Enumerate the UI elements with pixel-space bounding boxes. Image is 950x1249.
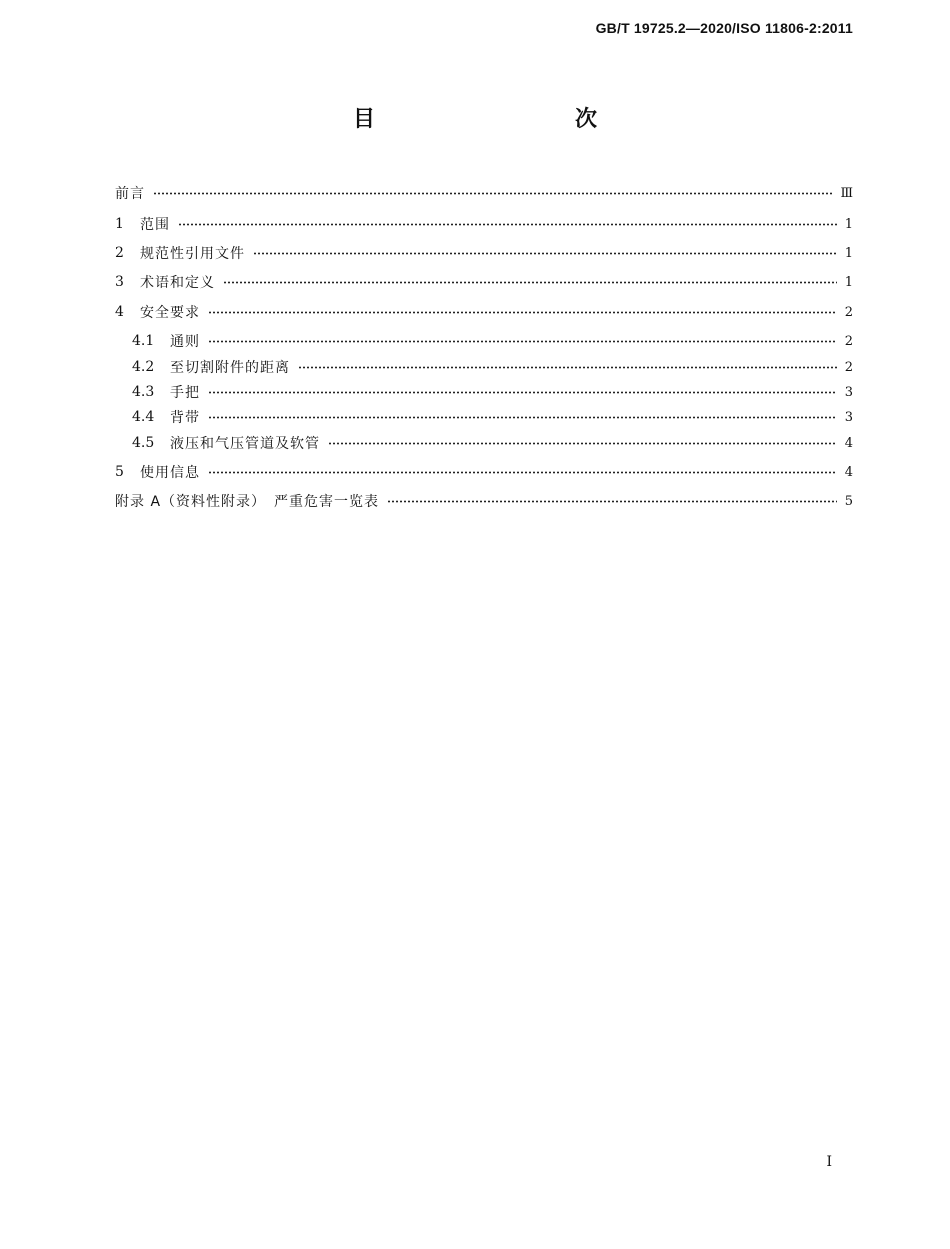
- toc-entry-label: 通则: [170, 334, 200, 350]
- toc-entry-page: 2: [844, 304, 853, 320]
- toc-entry-normative-references[interactable]: [115, 242, 853, 264]
- toc-leader-dots: [208, 340, 837, 343]
- toc-entry-number: 3: [115, 274, 124, 290]
- toc-entry-hydraulic-pneumatic-lines[interactable]: [115, 432, 853, 454]
- toc-entry-page: 4: [844, 464, 853, 480]
- toc-entry-page: 1: [844, 274, 853, 290]
- toc-entry-scope[interactable]: [115, 213, 853, 235]
- toc-entry-handles[interactable]: [115, 381, 853, 403]
- toc-leader-dots: [208, 471, 837, 474]
- toc-leader-dots: [387, 500, 837, 503]
- toc-entry-annex-a[interactable]: [115, 490, 853, 512]
- toc-entry-page: 1: [844, 245, 853, 261]
- toc-leader-dots: [208, 416, 837, 419]
- toc-entry-page: Ⅲ: [840, 185, 853, 201]
- toc-leader-dots: [223, 281, 837, 284]
- toc-leader-dots: [298, 366, 837, 369]
- toc-entry-terms-definitions[interactable]: [115, 271, 853, 293]
- toc-entry-general[interactable]: [115, 330, 853, 352]
- toc-entry-label: 范围: [140, 217, 170, 233]
- toc-entry-foreword[interactable]: [115, 182, 853, 204]
- toc-entry-page: 2: [844, 359, 853, 375]
- toc-leader-dots: [208, 391, 837, 394]
- toc-entry-label: 至切割附件的距离: [170, 360, 290, 376]
- toc-entry-distance-to-cutting-attachment[interactable]: [115, 356, 853, 378]
- toc-entry-label: 前言: [115, 186, 145, 202]
- toc-entry-page: 3: [844, 409, 853, 425]
- toc-entry-number: 4: [115, 304, 124, 320]
- toc-entry-label: 附录 A（资料性附录） 严重危害一览表: [115, 494, 380, 510]
- toc-entry-number: 4.4: [132, 409, 155, 425]
- toc-entry-page: 4: [844, 435, 853, 451]
- toc-entry-number: 4.3: [132, 384, 155, 400]
- toc-entry-number: 5: [115, 464, 124, 480]
- toc-entry-number: 4.5: [132, 435, 155, 451]
- toc-entry-label: 规范性引用文件: [140, 246, 245, 262]
- toc-entry-page: 3: [844, 384, 853, 400]
- toc-entry-number: 4.1: [132, 333, 155, 349]
- standard-code: GB/T 19725.2—2020/ISO 11806-2:2011: [595, 20, 853, 36]
- toc-entry-label: 背带: [170, 410, 200, 426]
- toc-entry-label: 安全要求: [140, 305, 200, 321]
- toc-entry-page: 2: [844, 333, 853, 349]
- toc-entry-page: 5: [844, 493, 853, 509]
- toc-entry-number: 2: [115, 245, 124, 261]
- toc-entry-safety-requirements[interactable]: [115, 301, 853, 323]
- toc-entry-harness[interactable]: [115, 406, 853, 428]
- toc-leader-dots: [253, 252, 837, 255]
- page-number: Ⅰ: [826, 1154, 832, 1170]
- toc-leader-dots: [178, 223, 837, 226]
- toc-entry-information-for-use[interactable]: [115, 461, 853, 483]
- toc-entry-label: 术语和定义: [140, 275, 215, 291]
- toc-entry-number: 1: [115, 216, 124, 232]
- toc-entry-label: 液压和气压管道及软管: [170, 436, 320, 452]
- toc-entry-label: 手把: [170, 385, 200, 401]
- page-title: 目 次: [352, 107, 649, 132]
- toc-leader-dots: [328, 442, 837, 445]
- toc-leader-dots: [208, 311, 837, 314]
- toc-entry-label: 使用信息: [140, 465, 200, 481]
- toc-entry-number: 4.2: [132, 359, 155, 375]
- toc-leader-dots: [153, 192, 832, 195]
- toc-entry-page: 1: [844, 216, 853, 232]
